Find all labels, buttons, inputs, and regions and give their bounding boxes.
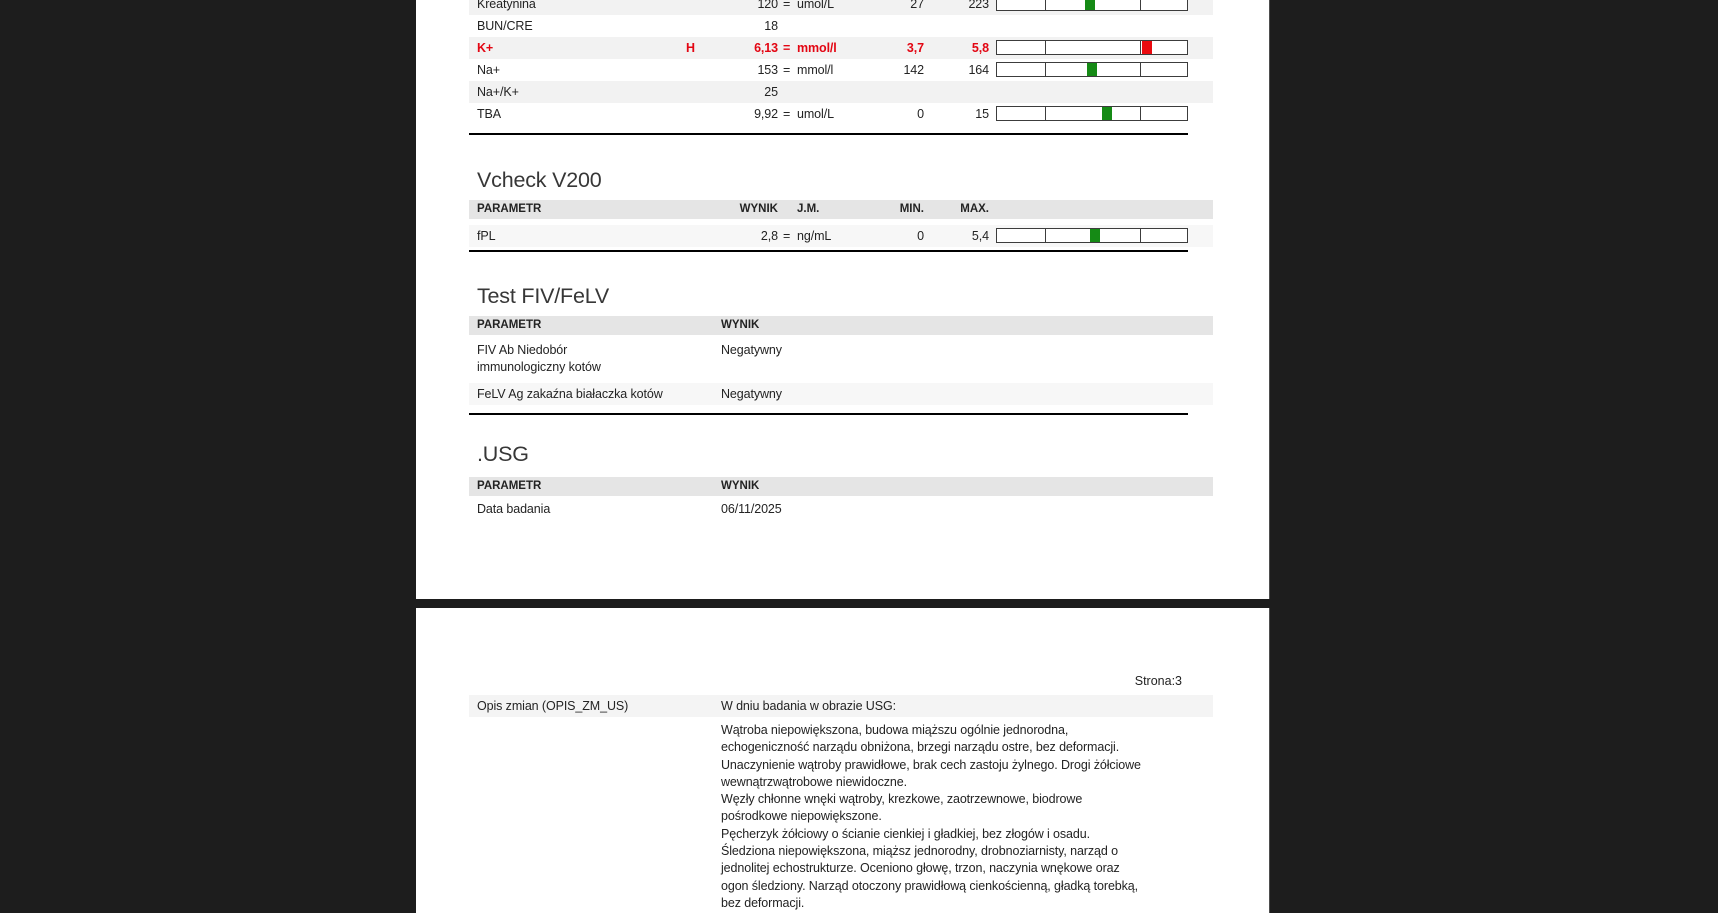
param-max: 5,4: [971, 229, 989, 243]
range-bar: [996, 0, 1188, 11]
abnormal-flag: H: [686, 41, 695, 55]
param-unit: umol/L: [797, 0, 834, 11]
param-name: BUN/CRE: [477, 19, 533, 33]
range-marker: [1102, 107, 1112, 120]
description-line: Wątroba niepowiększona, budowa miąższu ogólnie jednorodna,: [721, 723, 1069, 737]
col-parametr: PARAMETR: [477, 203, 542, 215]
lab-row-kreatynina: [469, 0, 1213, 15]
param-unit: ng/mL: [797, 229, 832, 243]
param-min: 142: [903, 63, 924, 77]
range-marker: [1142, 41, 1152, 54]
range-bar: [996, 106, 1188, 121]
description-line: Węzły chłonne wnęki wątroby, krezkowe, zaotrzewnowe, biodrowe: [721, 792, 1083, 807]
param-max: 15: [975, 107, 989, 121]
usg-description-text: [721, 722, 1141, 912]
param-name: [477, 342, 601, 376]
equals-sign: =: [783, 0, 791, 11]
param-name-line1: FIV Ab Niedobór: [477, 343, 568, 357]
description-line: Pęcherzyk żółciowy o ścianie cienkiej i gładkiej, bez złogów i osadu.: [721, 826, 1090, 841]
range-bar: [996, 228, 1188, 243]
param-result: 06/11/2025: [721, 502, 782, 516]
description-line: ogon śledziony. Narząd otoczony prawidłową cienkościenną, gładką torebką,: [721, 878, 1139, 893]
usg-description-first-line: W dniu badania w obrazie USG:: [721, 699, 896, 713]
col-wynik: WYNIK: [721, 319, 760, 331]
param-value: 120: [757, 0, 778, 11]
param-min: 3,7: [906, 41, 924, 55]
fiv-row: [469, 337, 1213, 383]
usg-date-row: [469, 498, 1213, 520]
param-name: FeLV Ag zakaźna białaczka kotów: [477, 387, 663, 401]
param-name-line2: immunologiczny kotów: [477, 360, 601, 374]
fiv-table-header: [469, 316, 1213, 335]
lab-row-na: [469, 59, 1213, 81]
table-bottom-border: [469, 413, 1188, 415]
description-line: Unaczynienie wątroby prawidłowe, brak cech zastoju żylnego. Drogi żółciowe: [721, 757, 1141, 772]
col-parametr: PARAMETR: [477, 480, 542, 492]
param-min: 0: [917, 229, 924, 243]
description-line: Śledziona niepowiększona, miąższ jednorodny, drobnoziarnisty, narząd o: [721, 844, 1118, 859]
col-max: MAX.: [960, 203, 989, 215]
lab-row-na-k: [469, 81, 1213, 103]
lab-row-fpl: [469, 225, 1213, 247]
lab-row-k: [469, 37, 1213, 59]
param-name: Na+/K+: [477, 85, 519, 99]
param-value: 6,13: [754, 41, 778, 55]
range-marker: [1085, 0, 1095, 10]
col-wynik: WYNIK: [739, 203, 778, 215]
usg-table-header: [469, 477, 1213, 496]
param-value: 2,8: [760, 229, 778, 243]
range-bar: [996, 62, 1188, 77]
param-unit: mmol/l: [797, 41, 837, 55]
range-marker: [1090, 229, 1100, 242]
param-unit: mmol/l: [797, 63, 834, 77]
range-marker: [1087, 63, 1097, 76]
felv-row: [469, 383, 1213, 405]
param-max: 5,8: [971, 41, 989, 55]
description-line: wewnątrzwątrobowe niewidoczne.: [721, 774, 907, 789]
param-max: 164: [968, 63, 989, 77]
description-line: echogeniczność narządu obniżona, brzegi narządu ostre, bez deformacji.: [721, 740, 1120, 755]
param-result: Negatywny: [721, 343, 782, 357]
col-jm: J.M.: [797, 203, 820, 215]
param-name: fPL: [477, 229, 496, 243]
param-value: 9,92: [754, 107, 778, 121]
opis-zmian-row: [469, 695, 1213, 717]
vcheck-table-header: [469, 200, 1213, 219]
report-page-2: [416, 608, 1270, 913]
param-name: K+: [477, 41, 494, 55]
param-name: Kreatynina: [477, 0, 536, 11]
description-line: bez deformacji.: [721, 895, 805, 910]
param-name: Opis zmian (OPIS_ZM_US): [477, 699, 629, 713]
equals-sign: =: [783, 229, 791, 243]
col-parametr: PARAMETR: [477, 319, 542, 331]
param-min: 27: [910, 0, 924, 11]
col-wynik: WYNIK: [721, 480, 760, 492]
equals-sign: =: [783, 63, 791, 77]
param-value: 25: [764, 85, 778, 99]
report-page-1: [416, 0, 1270, 599]
lab-row-tba: [469, 103, 1213, 125]
description-line: pośrodkowe niepowiększone.: [721, 809, 882, 824]
lab-row-bun-cre: [469, 15, 1213, 37]
section-heading-fiv-felv: Test FIV/FeLV: [477, 284, 610, 308]
table-bottom-border: [469, 250, 1188, 252]
table-bottom-border: [469, 133, 1188, 135]
equals-sign: =: [783, 107, 791, 121]
param-value: 153: [757, 63, 778, 77]
param-result: Negatywny: [721, 387, 782, 401]
section-heading-vcheck: Vcheck V200: [477, 168, 602, 192]
param-name: TBA: [477, 107, 502, 121]
range-bar: [996, 40, 1188, 55]
param-name: Data badania: [477, 502, 551, 516]
section-heading-usg: .USG: [477, 442, 529, 466]
param-max: 223: [968, 0, 989, 11]
param-min: 0: [917, 107, 924, 121]
page-number-label: Strona:3: [1134, 674, 1182, 688]
equals-sign: =: [783, 41, 791, 55]
description-line: jednolitej echostrukturze. Oceniono głowę, trzon, naczynia wnękowe oraz: [721, 861, 1120, 876]
param-value: 18: [764, 19, 778, 33]
param-unit: umol/L: [797, 107, 834, 121]
param-name: Na+: [477, 63, 500, 77]
col-min: MIN.: [899, 203, 924, 215]
